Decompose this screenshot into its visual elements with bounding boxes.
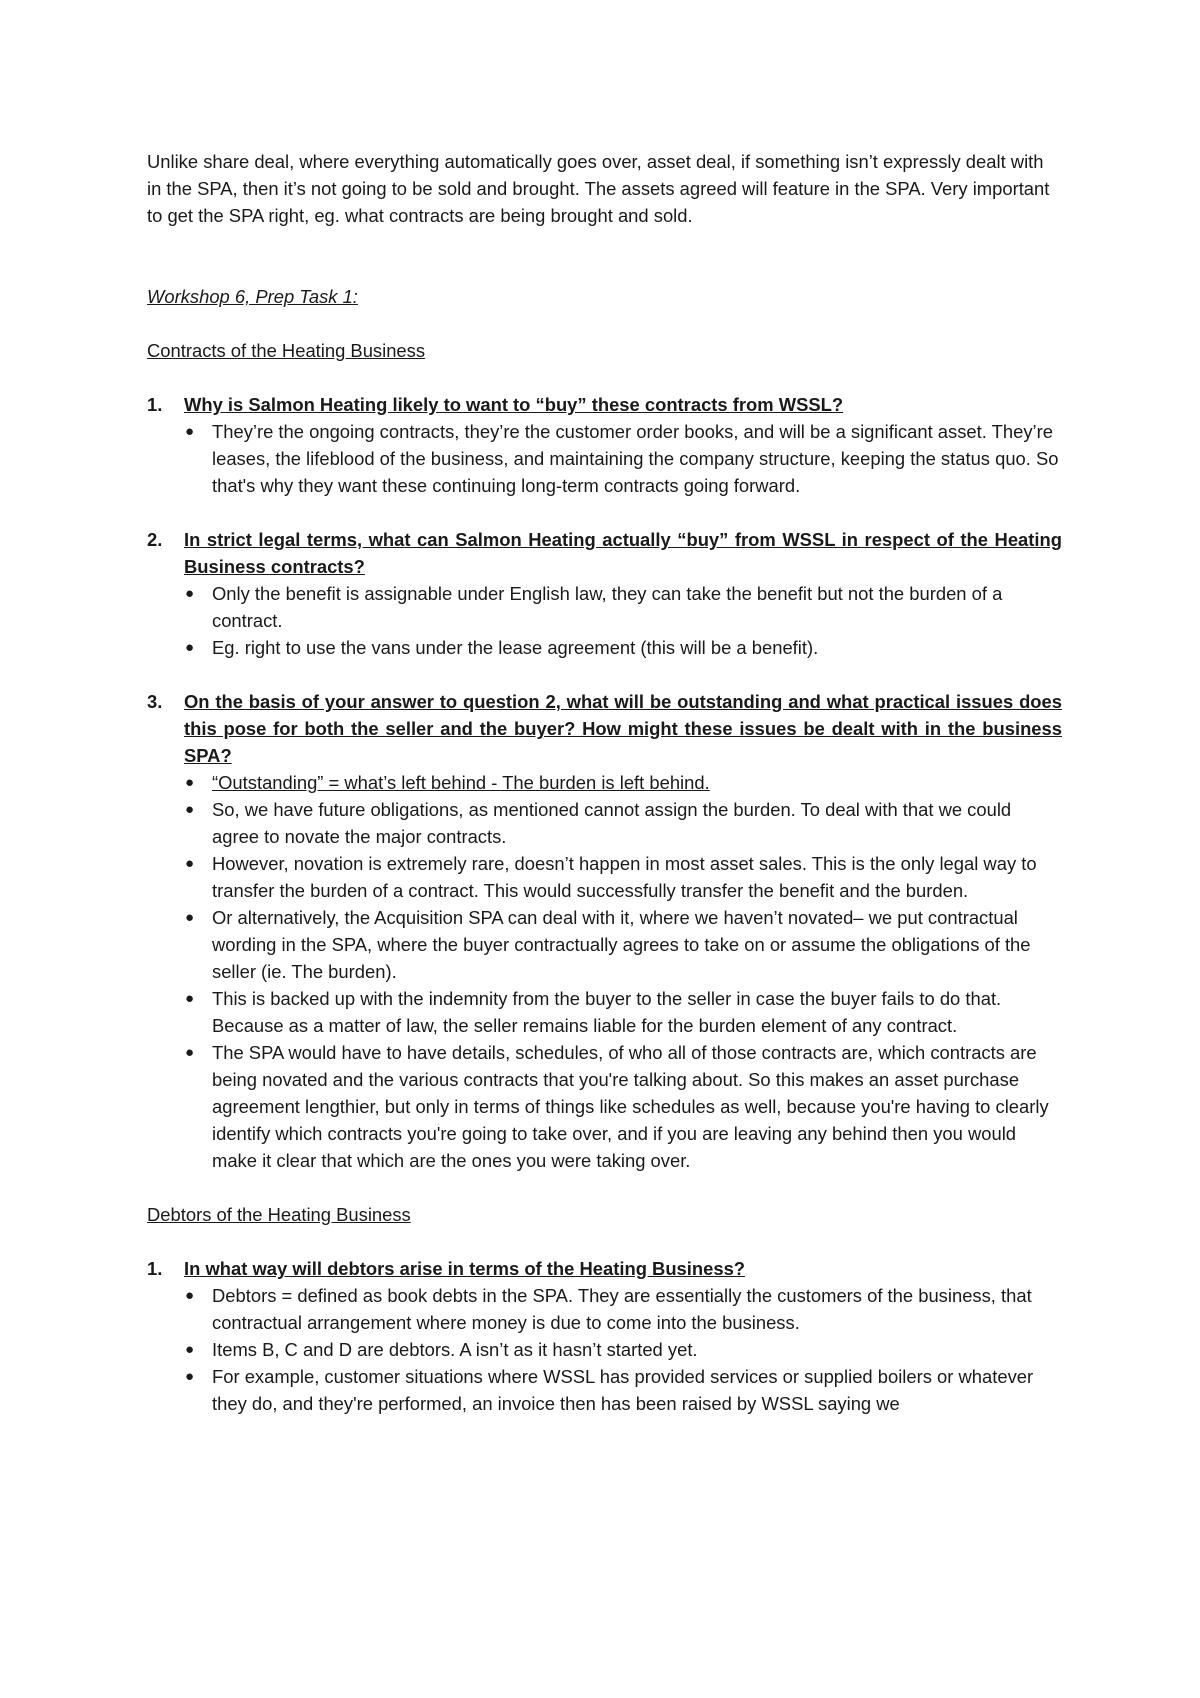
answer-bullet xyxy=(184,634,1062,661)
contracts-heading: Contracts of the Heating Business xyxy=(147,340,426,361)
bullet-text: This is backed up with the indemnity from the buyer to the seller in case the buyer fails to do that. Because as a matter of law, the seller remains liable for the burden element of any contract. xyxy=(212,988,1002,1036)
bullet-icon: ● xyxy=(185,1044,195,1061)
bullet-text: “Outstanding” = what’s left behind - The burden is left behind. xyxy=(212,772,710,793)
bullet-text: They’re the ongoing contracts, they’re the customer order books, and will be a significant asset. They’re leases, the lifeblood of the business, and maintaining the company structure, keeping the status quo. So that's why they want these continuing long-term contracts going forward. xyxy=(212,421,1059,496)
question-text: On the basis of your answer to question 2, what will be outstanding and what practical issues does this pose for both the seller and the buyer? How might these issues be dealt with in the business SPA? xyxy=(184,691,1062,766)
question-number: 1. xyxy=(147,394,163,415)
answer-bullet-list xyxy=(184,1282,1062,1417)
intro-paragraph: Unlike share deal, where everything automatically goes over, asset deal, if something isn’t expressly dealt with in the SPA, then it’s not going to be sold and brought. The assets agreed will feature in the SPA. Very important to get the SPA right, eg. what contracts are being brought and sold. xyxy=(147,151,1050,226)
debtors-heading: Debtors of the Heating Business xyxy=(147,1204,411,1225)
contracts-question-3 xyxy=(147,688,1062,1174)
contracts-question-1 xyxy=(147,391,1062,499)
answer-bullet xyxy=(184,850,1062,904)
question-number: 2. xyxy=(147,529,163,550)
answer-bullet xyxy=(184,1363,1062,1417)
answer-bullet xyxy=(184,580,1062,634)
answer-bullet xyxy=(184,904,1062,985)
question-text: Why is Salmon Heating likely to want to “buy” these contracts from WSSL? xyxy=(184,394,844,415)
answer-bullet xyxy=(184,985,1062,1039)
bullet-text: The SPA would have to have details, schedules, of who all of those contracts are, which contracts are being novated and the various contracts that you're talking about. So this makes an asset purchase agreement lengthier, but only in terms of things like schedules as well, because you're having to clearly identify which contracts you're going to take over, and if you are leaving any behind then you would make it clear that which are the ones you were taking over. xyxy=(212,1042,1049,1171)
bullet-icon: ● xyxy=(185,909,195,926)
question-text: In what way will debtors arise in terms of the Heating Business? xyxy=(184,1258,746,1279)
workshop-title: Workshop 6, Prep Task 1: xyxy=(147,286,358,307)
answer-bullet xyxy=(184,1336,1062,1363)
question-text: In strict legal terms, what can Salmon Heating actually “buy” from WSSL in respect of the Heating Business contracts? xyxy=(184,529,1062,577)
bullet-icon: ● xyxy=(185,801,195,818)
answer-bullet xyxy=(184,418,1062,499)
debtors-question-1 xyxy=(147,1255,1062,1417)
bullet-icon: ● xyxy=(185,423,195,440)
bullet-text: Debtors = defined as book debts in the SPA. They are essentially the customers of the business, that contractual arrangement where money is due to come into the business. xyxy=(212,1285,1032,1333)
answer-bullet xyxy=(184,1282,1062,1336)
bullet-icon: ● xyxy=(185,1368,195,1385)
bullet-text: Only the benefit is assignable under English law, they can take the benefit but not the burden of a contract. xyxy=(212,583,1003,631)
bullet-text: Items B, C and D are debtors. A isn’t as it hasn’t started yet. xyxy=(212,1339,698,1360)
bullet-icon: ● xyxy=(185,585,195,602)
bullet-icon: ● xyxy=(185,639,195,656)
bullet-text: However, novation is extremely rare, doesn’t happen in most asset sales. This is the only legal way to transfer the burden of a contract. This would successfully transfer the benefit and the burden. xyxy=(212,853,1037,901)
answer-bullet-list xyxy=(184,769,1062,1174)
answer-bullet xyxy=(184,1039,1062,1174)
debtors-question-list xyxy=(147,1255,1062,1417)
bullet-icon: ● xyxy=(185,855,195,872)
bullet-text: For example, customer situations where WSSL has provided services or supplied boilers or whatever they do, and they're performed, an invoice then has been raised by WSSL saying we xyxy=(212,1366,1034,1414)
contracts-question-2 xyxy=(147,526,1062,661)
answer-bullet xyxy=(184,769,1062,796)
bullet-text: Eg. right to use the vans under the lease agreement (this will be a benefit). xyxy=(212,637,819,658)
contracts-question-list xyxy=(147,391,1062,1174)
answer-bullet-list xyxy=(184,418,1062,499)
bullet-text: So, we have future obligations, as mentioned cannot assign the burden. To deal with that we could agree to novate the major contracts. xyxy=(212,799,1012,847)
bullet-text: Or alternatively, the Acquisition SPA can deal with it, where we haven’t novated– we put contractual wording in the SPA, where the buyer contractually agrees to take on or assume the obligations of the seller (ie. The burden). xyxy=(212,907,1031,982)
question-number: 3. xyxy=(147,691,163,712)
bullet-icon: ● xyxy=(185,1287,195,1304)
bullet-icon: ● xyxy=(185,1341,195,1358)
bullet-icon: ● xyxy=(185,774,195,791)
question-number: 1. xyxy=(147,1258,163,1279)
answer-bullet-list xyxy=(184,580,1062,661)
document-page xyxy=(147,148,1062,1417)
answer-bullet xyxy=(184,796,1062,850)
bullet-icon: ● xyxy=(185,990,195,1007)
